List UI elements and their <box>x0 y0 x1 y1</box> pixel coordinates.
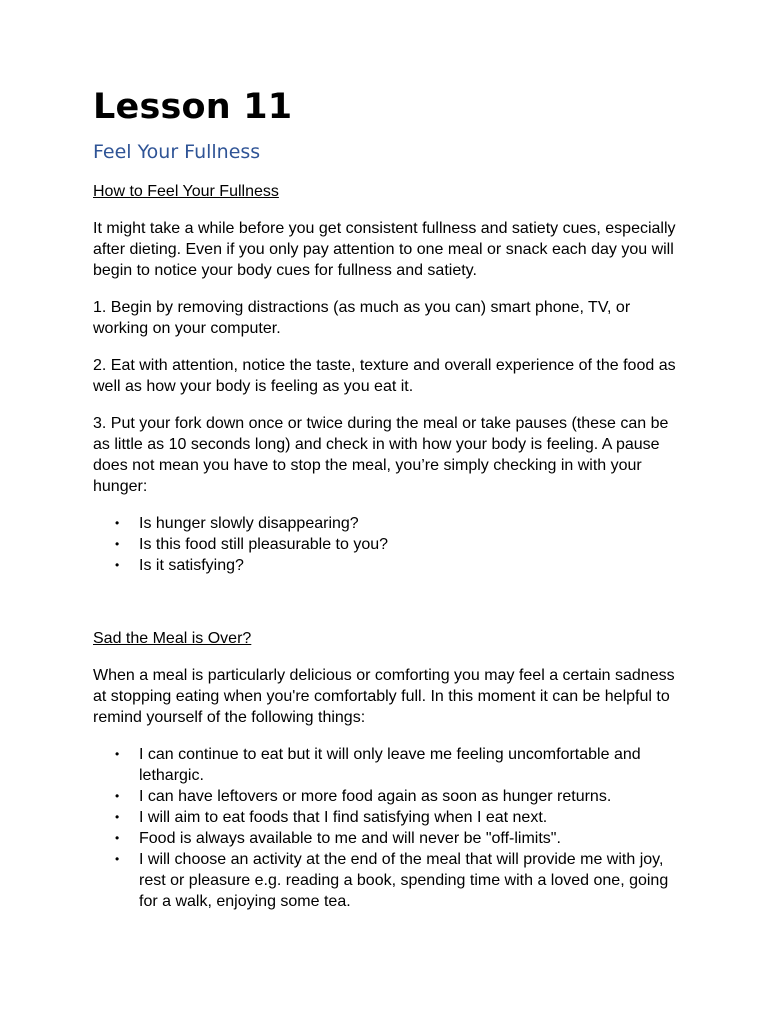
section-heading-sad-meal-over: Sad the Meal is Over? <box>93 630 252 647</box>
bullet-icon: • <box>115 831 120 845</box>
list-item: • I will choose an activity at the end of the meal that will provide me with joy, rest or pleasure e.g. reading a book, spending time with a loved one, going for a walk, enjoying some tea. <box>115 851 669 910</box>
section2-intro: When a meal is particularly delicious or comforting you may feel a certain sadness at stopping eating when you're comfortably full. In this moment it can be helpful to remind yourself of the following things: <box>93 667 675 726</box>
bullet-icon: • <box>115 516 120 530</box>
list-item: • Is this food still pleasurable to you? <box>115 536 389 553</box>
bullet-icon: • <box>115 537 120 551</box>
bullet-icon: • <box>115 747 120 761</box>
document-page <box>93 86 678 912</box>
bullet-icon: • <box>115 852 120 866</box>
list-item: • Is it satisfying? <box>115 557 244 574</box>
step-3: 3. Put your fork down once or twice during the meal or take pauses (these can be as little as 10 seconds long) and check in with how your body is feeling. A pause does not mean you have to stop the meal, you’re simply checking in with your hunger: <box>93 415 669 495</box>
list-item: • I will aim to eat foods that I find satisfying when I eat next. <box>115 809 548 826</box>
step-1: 1. Begin by removing distractions (as much as you can) smart phone, TV, or working on your computer. <box>93 299 631 337</box>
bullet-icon: • <box>115 558 120 572</box>
section1-intro: It might take a while before you get consistent fullness and satiety cues, especially after dieting. Even if you only pay attention to one meal or snack each day you will begin to notice your body cues for fullness and satiety. <box>93 220 676 279</box>
reminders-list <box>93 744 678 912</box>
list-item: • I can continue to eat but it will only leave me feeling uncomfortable and lethargic. <box>115 746 641 784</box>
lesson-subtitle: Feel Your Fullness <box>93 141 261 163</box>
list-item: • Is hunger slowly disappearing? <box>115 515 359 532</box>
bullet-icon: • <box>115 789 120 803</box>
spacer <box>93 576 678 628</box>
list-item: • I can have leftovers or more food again as soon as hunger returns. <box>115 788 612 805</box>
list-item: • Food is always available to me and will never be "off-limits". <box>115 830 561 847</box>
hunger-questions-list <box>93 513 678 576</box>
section-heading-feel-fullness: How to Feel Your Fullness <box>93 183 279 200</box>
step-2: 2. Eat with attention, notice the taste, texture and overall experience of the food as well as how your body is feeling as you eat it. <box>93 357 676 395</box>
bullet-icon: • <box>115 810 120 824</box>
lesson-title: Lesson 11 <box>93 87 293 127</box>
